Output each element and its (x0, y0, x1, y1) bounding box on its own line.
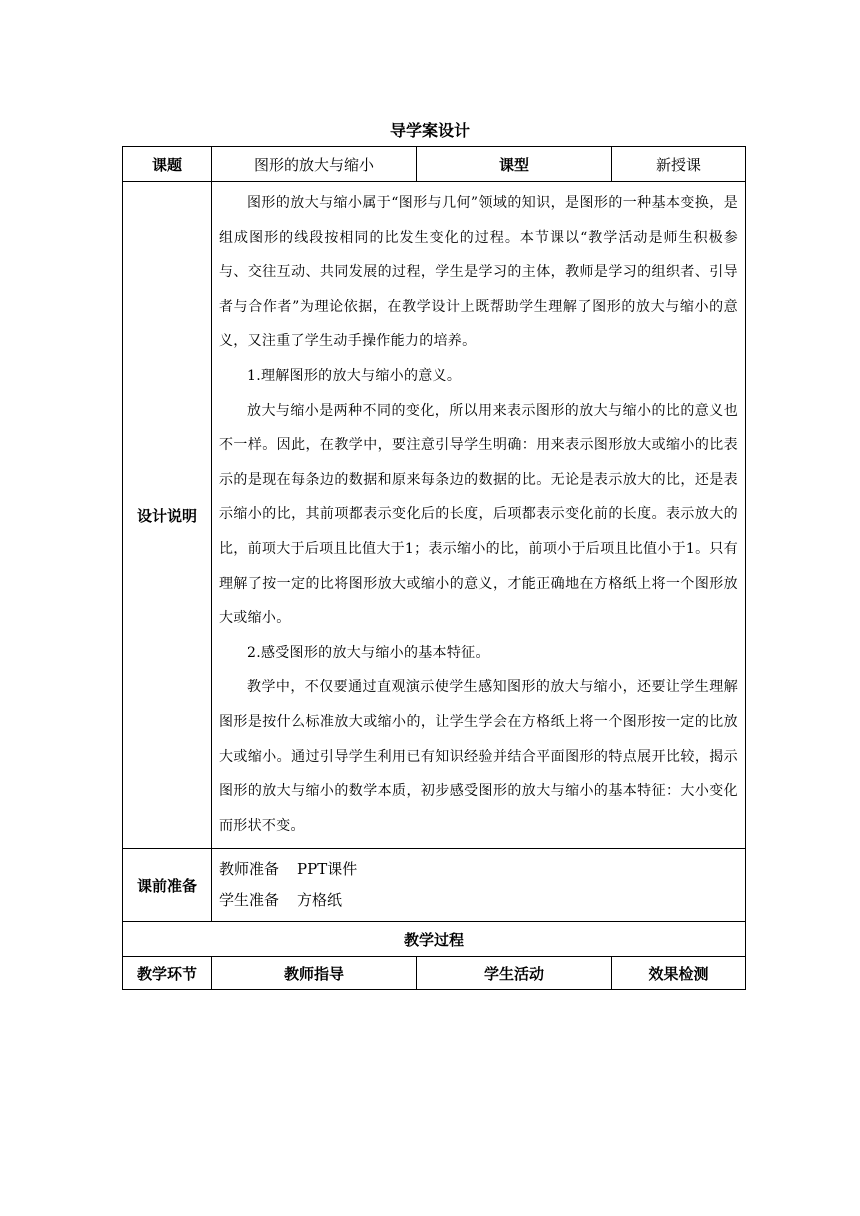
teacher-prep-line (219, 854, 738, 885)
design-paragraph: 2.感受图形的放大与缩小的基本特征。 (247, 644, 490, 661)
process-section-row (123, 922, 746, 957)
lesson-plan-table (122, 146, 746, 990)
student-prep-line (219, 885, 738, 916)
student-prep-label: 学生准备 (219, 891, 280, 910)
topic-label: 课题 (123, 147, 212, 182)
design-content (212, 182, 746, 849)
teacher-prep-value: PPT课件 (297, 860, 358, 879)
design-paragraph: 教学中，不仅要通过直观演示使学生感知图形的放大与缩小，还要让学生理解图形是按什么标准放大或缩小的，让学生学会在方格纸上将一个图形按一定的比放大或缩小。通过引导学生利用已有知识经验并结合平面图形的特点展开比较，揭示图形的放大与缩小的数学本质，初步感受图形的放大与缩小的基本特征：大小变化而形状不变。 (219, 679, 738, 834)
column-header-teacher-guidance: 教师指导 (212, 957, 417, 990)
student-prep-value: 方格纸 (297, 891, 343, 910)
design-paragraph: 1.理解图形的放大与缩小的意义。 (247, 367, 462, 384)
topic-value: 图形的放大与缩小 (212, 147, 417, 182)
design-paragraph: 放大与缩小是两种不同的变化，所以用来表示图形的放大与缩小的比的意义也不一样。因此，在教学中，要注意引导学生明确：用来表示图形放大或缩小的比表示的是现在每条边的数据和原来每条边的数据的比。无论是表示放大的比，还是表示缩小的比，其前项都表示变化后的长度，后项都表示变化前的长度。表示放大的比，前项大于后项且比值大于1；表示缩小的比，前项小于后项且比值小于1。只有理解了按一定的比将图形放大或缩小的意义，才能正确地在方格纸上将一个图形放大或缩小。 (219, 402, 738, 627)
prep-content (212, 849, 746, 922)
document-title: 导学案设计 (389, 121, 470, 140)
column-header-stage: 教学环节 (123, 957, 212, 990)
design-paragraph: 图形的放大与缩小属于“图形与几何”领域的知识，是图形的一种基本变换，是组成图形的线段按相同的比发生变化的过程。本节课以“教学活动是师生积极参与、交往互动、共同发展的过程，学生是学习的主体，教师是学习的组织者、引导者与合作者”为理论依据，在教学设计上既帮助学生理解了图形的放大与缩小的意义，又注重了学生动手操作能力的培养。 (219, 195, 738, 350)
teacher-prep-label: 教师准备 (219, 860, 280, 879)
prep-row (123, 849, 746, 922)
type-label: 课型 (417, 147, 612, 182)
column-header-student-activity: 学生活动 (417, 957, 612, 990)
design-label: 设计说明 (123, 182, 212, 849)
column-header-assessment: 效果检测 (612, 957, 746, 990)
header-row (123, 147, 746, 182)
process-title: 教学过程 (123, 922, 746, 957)
prep-label: 课前准备 (123, 849, 212, 922)
design-row (123, 182, 746, 849)
type-value: 新授课 (612, 147, 746, 182)
process-columns-row (123, 957, 746, 990)
